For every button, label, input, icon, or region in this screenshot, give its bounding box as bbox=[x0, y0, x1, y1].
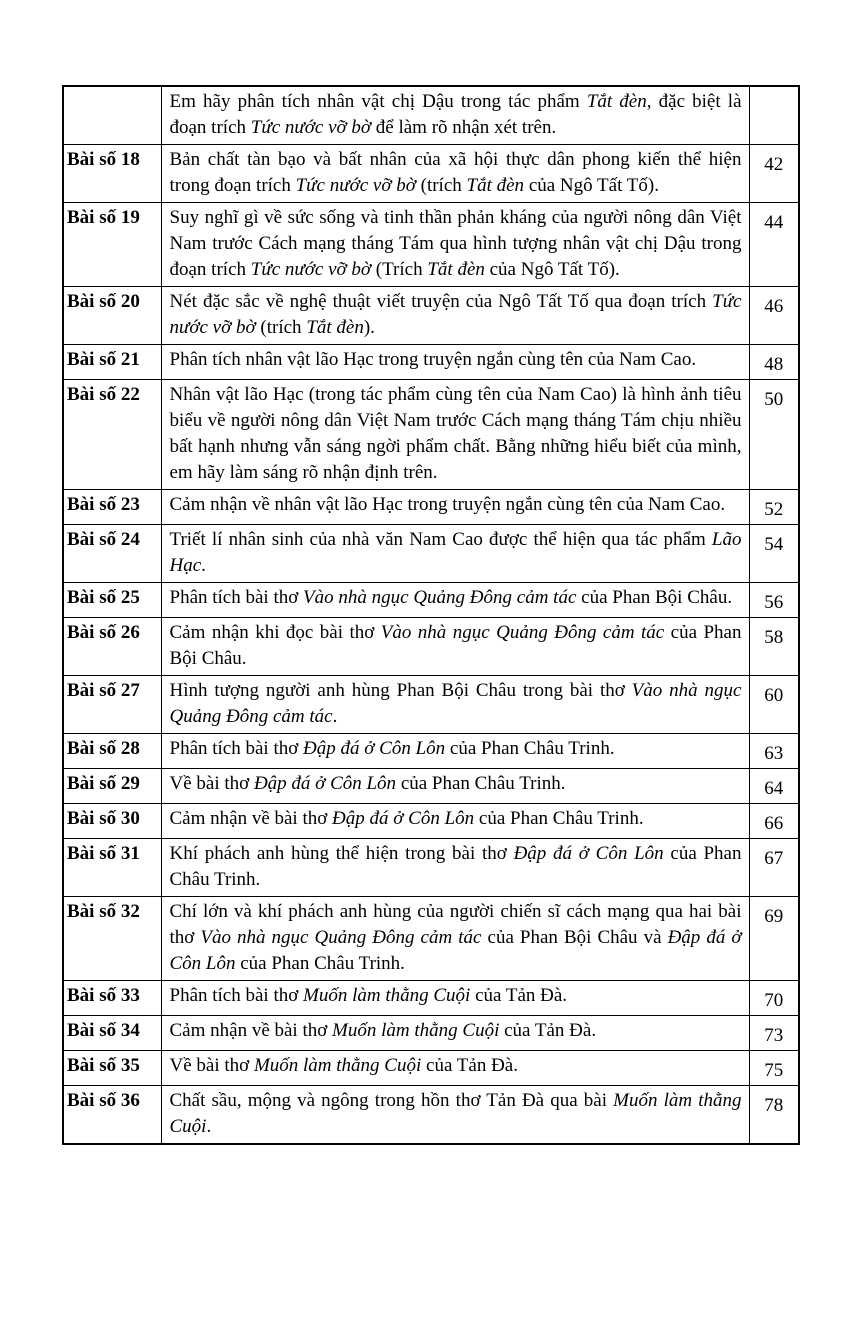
description-text: Về bài thơ bbox=[169, 1055, 254, 1076]
toc-table-body bbox=[63, 86, 799, 1144]
description-text: Phân tích bài thơ bbox=[169, 587, 304, 608]
work-title-text: Đập đá ở Côn Lôn bbox=[513, 843, 664, 864]
description-text: của Ngô Tất Tố). bbox=[524, 175, 659, 196]
description-text: Chí lớn và khí phách anh hùng của người chiến sĩ cách mạng qua hai bài thơ bbox=[169, 901, 742, 948]
lesson-number-cell: Bài số 22 bbox=[63, 380, 161, 490]
work-title-text: Vào nhà ngục Quảng Đông cảm tác bbox=[200, 927, 482, 948]
page-number-cell: 54 bbox=[749, 525, 799, 583]
work-title-text: Tức nước vỡ bờ bbox=[250, 259, 372, 280]
description-text: của Tản Đà. bbox=[499, 1020, 597, 1041]
lesson-title-cell bbox=[161, 839, 749, 897]
description-text: Phân tích bài thơ bbox=[169, 738, 304, 759]
work-title-text: Tắt đèn bbox=[427, 259, 485, 280]
lesson-title-cell bbox=[161, 676, 749, 734]
table-row bbox=[63, 839, 799, 897]
lesson-number-cell: Bài số 35 bbox=[63, 1051, 161, 1086]
description-text: Suy nghĩ gì về sức sống và tinh thần phản kháng của người nông dân Việt Nam trước Cách mạng tháng Tám qua hình tượng nhân vật chị Dậu trong đoạn trích bbox=[169, 207, 742, 280]
table-row bbox=[63, 203, 799, 287]
description-text: của Phan Châu Trinh. bbox=[235, 953, 405, 974]
lesson-title-cell bbox=[161, 145, 749, 203]
lesson-title-cell bbox=[161, 769, 749, 804]
table-row bbox=[63, 734, 799, 769]
lesson-title-cell bbox=[161, 618, 749, 676]
page-number-cell: 64 bbox=[749, 769, 799, 804]
toc-table bbox=[62, 85, 800, 1145]
lesson-number-cell: Bài số 36 bbox=[63, 1086, 161, 1145]
work-title-text: Muốn làm thằng Cuội bbox=[169, 1090, 742, 1137]
description-text: của Ngô Tất Tố). bbox=[484, 259, 620, 280]
page-number-cell: 73 bbox=[749, 1016, 799, 1051]
description-text: (trích bbox=[415, 175, 467, 196]
lesson-number-cell: Bài số 31 bbox=[63, 839, 161, 897]
lesson-title-cell bbox=[161, 490, 749, 525]
description-text: Hình tượng người anh hùng Phan Bội Châu trong bài thơ bbox=[169, 680, 632, 701]
lesson-number-cell: Bài số 32 bbox=[63, 897, 161, 981]
work-title-text: Đập đá ở Côn Lôn bbox=[253, 773, 397, 794]
lesson-number-cell bbox=[63, 86, 161, 145]
table-row bbox=[63, 769, 799, 804]
table-row bbox=[63, 380, 799, 490]
lesson-number-cell: Bài số 25 bbox=[63, 583, 161, 618]
page-number-cell: 44 bbox=[749, 203, 799, 287]
work-title-text: Lão Hạc bbox=[169, 529, 742, 576]
page-number-cell: 63 bbox=[749, 734, 799, 769]
table-row bbox=[63, 525, 799, 583]
description-text: ). bbox=[363, 317, 375, 338]
lesson-number-cell: Bài số 24 bbox=[63, 525, 161, 583]
page-number-cell: 60 bbox=[749, 676, 799, 734]
description-text: Cảm nhận khi đọc bài thơ bbox=[169, 622, 381, 643]
lesson-number-cell: Bài số 34 bbox=[63, 1016, 161, 1051]
lesson-number-cell: Bài số 28 bbox=[63, 734, 161, 769]
table-row bbox=[63, 287, 799, 345]
page-number-cell: 70 bbox=[749, 981, 799, 1016]
lesson-title-cell bbox=[161, 345, 749, 380]
lesson-number-cell: Bài số 30 bbox=[63, 804, 161, 839]
work-title-text: Tức nước vỡ bờ bbox=[169, 291, 742, 338]
description-text: Phân tích bài thơ bbox=[169, 985, 304, 1006]
work-title-text: Đập đá ở Côn Lôn bbox=[169, 927, 742, 974]
work-title-text: Muốn làm thằng Cuội bbox=[303, 985, 471, 1006]
lesson-title-cell bbox=[161, 287, 749, 345]
lesson-number-cell: Bài số 20 bbox=[63, 287, 161, 345]
work-title-text: Vào nhà ngục Quảng Đông cảm tác bbox=[303, 587, 577, 608]
page-number-cell: 50 bbox=[749, 380, 799, 490]
work-title-text: Muốn làm thằng Cuội bbox=[253, 1055, 422, 1076]
page-number-cell: 78 bbox=[749, 1086, 799, 1145]
description-text: Phân tích nhân vật lão Hạc trong truyện ngắn cùng tên của Nam Cao. bbox=[169, 349, 697, 370]
lesson-number-cell: Bài số 23 bbox=[63, 490, 161, 525]
work-title-text: Tức nước vỡ bờ bbox=[295, 175, 416, 196]
description-text: Khí phách anh hùng thể hiện trong bài thơ bbox=[169, 843, 514, 864]
description-text: (Trích bbox=[371, 259, 428, 280]
table-row bbox=[63, 86, 799, 145]
work-title-text: Tắt đèn bbox=[586, 91, 647, 112]
description-text: . bbox=[201, 555, 206, 576]
description-text: của Phan Châu Trinh. bbox=[396, 773, 566, 794]
work-title-text: Vào nhà ngục Quảng Đông cảm tác bbox=[169, 680, 742, 727]
table-row bbox=[63, 1016, 799, 1051]
work-title-text: Tắt đèn bbox=[466, 175, 525, 196]
description-text: để làm rõ nhận xét trên. bbox=[371, 117, 557, 138]
description-text: Chất sầu, mộng và ngông trong hồn thơ Tản Đà qua bài bbox=[169, 1090, 614, 1111]
table-row bbox=[63, 804, 799, 839]
table-row bbox=[63, 897, 799, 981]
description-text: của Phan Châu Trinh. bbox=[169, 843, 742, 890]
work-title-text: Đập đá ở Côn Lôn bbox=[332, 808, 475, 829]
table-row bbox=[63, 490, 799, 525]
page-number-cell: 52 bbox=[749, 490, 799, 525]
lesson-title-cell bbox=[161, 734, 749, 769]
page-number-cell bbox=[749, 86, 799, 145]
description-text: Cảm nhận về nhân vật lão Hạc trong truyện ngắn cùng tên của Nam Cao. bbox=[169, 494, 726, 515]
lesson-title-cell bbox=[161, 897, 749, 981]
table-row bbox=[63, 981, 799, 1016]
table-row bbox=[63, 1051, 799, 1086]
description-text: Em hãy phân tích nhân vật chị Dậu trong tác phẩm bbox=[169, 91, 587, 112]
table-row bbox=[63, 618, 799, 676]
lesson-title-cell bbox=[161, 525, 749, 583]
description-text: của Tản Đà. bbox=[470, 985, 568, 1006]
description-text: Nét đặc sắc về nghệ thuật viết truyện của Ngô Tất Tố qua đoạn trích bbox=[169, 291, 713, 312]
lesson-number-cell: Bài số 19 bbox=[63, 203, 161, 287]
table-row bbox=[63, 1086, 799, 1145]
description-text: của Phan Bội Châu. bbox=[169, 622, 742, 669]
lesson-number-cell: Bài số 27 bbox=[63, 676, 161, 734]
lesson-title-cell bbox=[161, 804, 749, 839]
lesson-title-cell bbox=[161, 583, 749, 618]
work-title-text: Muốn làm thằng Cuội bbox=[332, 1020, 500, 1041]
lesson-title-cell bbox=[161, 1051, 749, 1086]
description-text: Triết lí nhân sinh của nhà văn Nam Cao được thể hiện qua tác phẩm bbox=[169, 529, 712, 550]
page-number-cell: 56 bbox=[749, 583, 799, 618]
lesson-number-cell: Bài số 26 bbox=[63, 618, 161, 676]
table-row bbox=[63, 676, 799, 734]
description-text: của Phan Bội Châu và bbox=[481, 927, 668, 948]
description-text: Bản chất tàn bạo và bất nhân của xã hội thực dân phong kiến thể hiện trong đoạn trích bbox=[169, 149, 742, 196]
page-number-cell: 46 bbox=[749, 287, 799, 345]
lesson-title-cell bbox=[161, 981, 749, 1016]
page-number-cell: 42 bbox=[749, 145, 799, 203]
lesson-title-cell bbox=[161, 203, 749, 287]
page-number-cell: 67 bbox=[749, 839, 799, 897]
description-text: Cảm nhận về bài thơ bbox=[169, 808, 333, 829]
description-text: . bbox=[206, 1116, 212, 1137]
description-text: Cảm nhận về bài thơ bbox=[169, 1020, 333, 1041]
lesson-title-cell bbox=[161, 86, 749, 145]
lesson-title-cell bbox=[161, 1086, 749, 1145]
description-text: Nhân vật lão Hạc (trong tác phẩm cùng tên của Nam Cao) là hình ảnh tiêu biểu về người nông dân Việt Nam trước Cách mạng tháng Tám chịu nhiều bất hạnh nhưng vẫn sáng ngời phẩm chất. Bằng những hiểu biết của mình, em hãy làm sáng rõ nhận định trên. bbox=[169, 384, 742, 483]
lesson-number-cell: Bài số 18 bbox=[63, 145, 161, 203]
description-text: của Phan Châu Trinh. bbox=[474, 808, 644, 829]
description-text: của Phan Bội Châu. bbox=[576, 587, 733, 608]
description-text: (trích bbox=[255, 317, 307, 338]
page-number-cell: 75 bbox=[749, 1051, 799, 1086]
lesson-number-cell: Bài số 29 bbox=[63, 769, 161, 804]
lesson-number-cell: Bài số 33 bbox=[63, 981, 161, 1016]
page-number-cell: 58 bbox=[749, 618, 799, 676]
description-text: của Tản Đà. bbox=[421, 1055, 518, 1076]
description-text: Về bài thơ bbox=[169, 773, 254, 794]
work-title-text: Tắt đèn bbox=[306, 317, 364, 338]
page-number-cell: 48 bbox=[749, 345, 799, 380]
lesson-title-cell bbox=[161, 1016, 749, 1051]
page-number-cell: 69 bbox=[749, 897, 799, 981]
page-number-cell: 66 bbox=[749, 804, 799, 839]
description-text: , đặc biệt là đoạn trích bbox=[169, 91, 742, 138]
work-title-text: Vào nhà ngục Quảng Đông cảm tác bbox=[380, 622, 665, 643]
lesson-number-cell: Bài số 21 bbox=[63, 345, 161, 380]
table-row bbox=[63, 583, 799, 618]
table-row bbox=[63, 345, 799, 380]
description-text: của Phan Châu Trinh. bbox=[445, 738, 615, 759]
work-title-text: Đập đá ở Côn Lôn bbox=[303, 738, 446, 759]
work-title-text: Tức nước vỡ bờ bbox=[250, 117, 372, 138]
lesson-title-cell bbox=[161, 380, 749, 490]
table-row bbox=[63, 145, 799, 203]
description-text: . bbox=[332, 706, 338, 727]
